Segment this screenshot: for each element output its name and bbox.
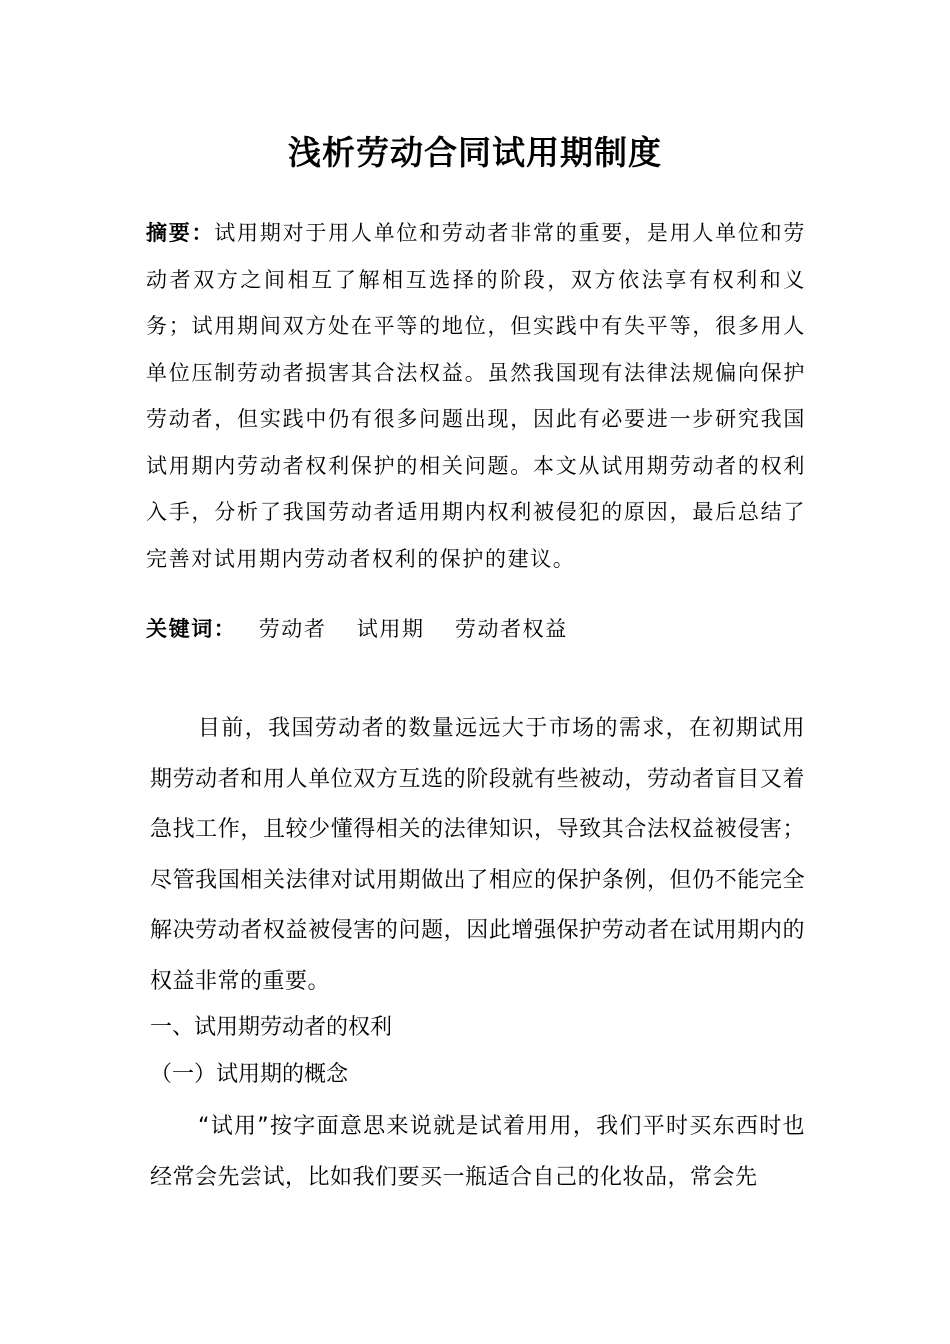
- keyword-item: 试用期: [356, 617, 425, 641]
- document-title: 浅析劳动合同试用期制度: [288, 133, 662, 172]
- body-paragraph-concept: “试用”按字面意思来说就是试着用用，我们平时买东西时也经常会先尝试，比如我们要买一瓶适合自己的化妆品，常会先: [150, 1114, 805, 1190]
- keywords-section: [146, 606, 806, 652]
- subsection-heading-1: （一）试用期的概念: [150, 1062, 349, 1087]
- abstract-label: 摘要：: [146, 220, 215, 245]
- keyword-item: 劳动者: [258, 617, 327, 641]
- keywords-label: 关键词：: [146, 616, 237, 641]
- keyword-item: 劳动者权益: [454, 617, 568, 641]
- section-heading-1: 一、试用期劳动者的权利: [150, 1015, 393, 1040]
- abstract-section: [146, 210, 806, 582]
- body-paragraph-intro: 目前，我国劳动者的数量远远大于市场的需求，在初期试用期劳动者和用人单位双方互选的阶段就有些被动，劳动者盲目又着急找工作，且较少懂得相关的法律知识，导致其合法权益被侵害；尽管我国相关法律对试用期做出了相应的保护条例，但仍不能完全解决劳动者权益被侵害的问题，因此增强保护劳动者在试用期内的权益非常的重要。: [150, 716, 805, 994]
- abstract-text: 试用期对于用人单位和劳动者非常的重要，是用人单位和劳动者双方之间相互了解相互选择的阶段，双方依法享有权利和义务；试用期间双方处在平等的地位，但实践中有失平等，很多用人单位压制劳动者损害其合法权益。虽然我国现有法律法规偏向保护劳动者，但实践中仍有很多问题出现，因此有必要进一步研究我国试用期内劳动者权利保护的相关问题。本文从试用期劳动者的权利入手，分析了我国劳动者适用期内权利被侵犯的原因，最后总结了完善对试用期内劳动者权利的保护的建议。: [146, 221, 806, 571]
